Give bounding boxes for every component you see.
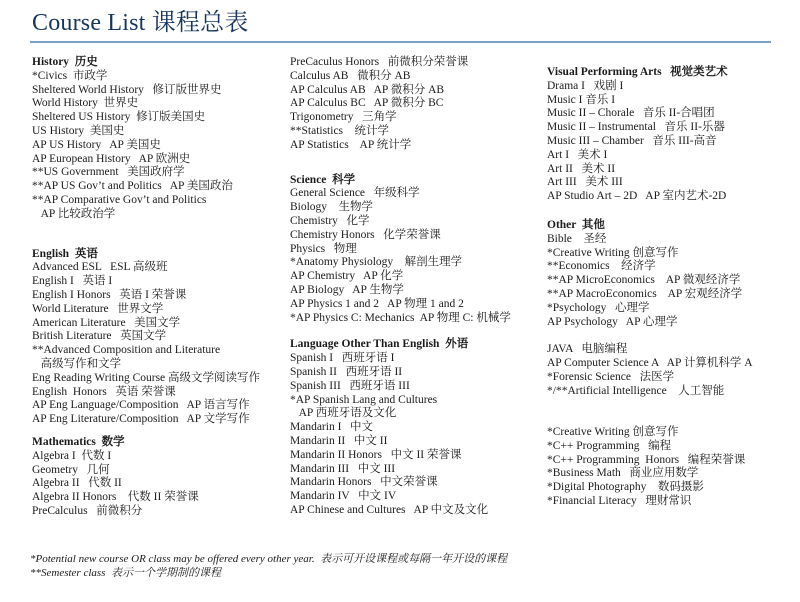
page-title: Course List 课程总表 bbox=[32, 10, 249, 36]
course-item: AP Statistics AP 统计学 bbox=[290, 138, 412, 151]
course-item: Eng Reading Writing Course 高级文学阅读写作 bbox=[32, 371, 261, 384]
course-item: Music II – Chorale 音乐 II-合唱团 bbox=[547, 107, 715, 120]
course-item: Art I 美术 I bbox=[547, 148, 608, 161]
course-item: Chemistry Honors 化学荣誉课 bbox=[290, 228, 441, 241]
course-item: Art III 美术 III bbox=[547, 176, 623, 189]
course-item: */**Artificial Intelligence 人工智能 bbox=[547, 384, 725, 397]
course-section bbox=[290, 56, 545, 153]
blank-line bbox=[547, 412, 777, 426]
course-item: English Honors 英语 荣誉课 bbox=[32, 385, 176, 398]
column-1 bbox=[32, 56, 288, 519]
course-item: JAVA 电脑编程 bbox=[547, 343, 628, 356]
course-item: PreCaculus Honors 前微积分荣誉课 bbox=[290, 56, 469, 68]
course-section bbox=[547, 219, 777, 509]
course-item: **AP US Gov’t and Politics AP 美国政治 bbox=[32, 180, 233, 193]
course-item: AP Eng Literature/Composition AP 文学写作 bbox=[32, 413, 250, 426]
section-heading: Other 其他 bbox=[547, 218, 605, 231]
course-item: AP 西班牙语及文化 bbox=[290, 407, 397, 420]
course-item: Physics 物理 bbox=[290, 242, 357, 255]
footnote-potential-course: *Potential new course OR class may be offered every other year. 表示可开设课程或每隔一年开设的课程 bbox=[30, 553, 508, 565]
course-item: AP Chinese and Cultures AP 中文及文化 bbox=[290, 503, 489, 516]
course-item: Drama I 戏剧 I bbox=[547, 79, 624, 92]
course-item: Chemistry 化学 bbox=[290, 214, 370, 227]
course-item: Spanish I 西班牙语 I bbox=[290, 352, 395, 365]
course-item: Calculus AB 微积分 AB bbox=[290, 69, 411, 82]
course-item: AP Studio Art – 2D AP 室内艺术-2D bbox=[547, 190, 727, 203]
course-item: **Statistics 统计学 bbox=[290, 124, 390, 137]
course-item: *C++ Programming Honors 编程荣誉课 bbox=[547, 453, 746, 466]
course-item: Mandarin IV 中文 IV bbox=[290, 490, 397, 503]
course-item: AP Psychology AP 心理学 bbox=[547, 315, 678, 328]
title-underline-rule bbox=[30, 41, 771, 43]
course-item: *C++ Programming 编程 bbox=[547, 439, 672, 452]
course-item: **AP Comparative Gov’t and Politics bbox=[32, 193, 207, 206]
course-item: AP European History AP 欧洲史 bbox=[32, 152, 191, 165]
course-item: Algebra II Honors 代数 II 荣誉课 bbox=[32, 491, 199, 504]
course-item: World Literature 世界文学 bbox=[32, 302, 164, 315]
course-section bbox=[32, 248, 288, 427]
course-item: PreCalculus 前微积分 bbox=[32, 504, 143, 517]
course-item: General Science 年级科学 bbox=[290, 187, 420, 200]
course-item: Mandarin II Honors 中文 II 荣誉课 bbox=[290, 448, 462, 461]
blank-line bbox=[547, 329, 777, 343]
course-item: Algebra I 代数 I bbox=[32, 449, 112, 462]
course-item: World History 世界史 bbox=[32, 97, 139, 110]
course-item: *Forensic Science 法医学 bbox=[547, 370, 675, 383]
course-item: *AP Physics C: Mechanics AP 物理 C: 机械学 bbox=[290, 311, 511, 324]
section-heading: Science 科学 bbox=[290, 173, 356, 186]
course-section bbox=[547, 66, 777, 204]
course-item: Advanced ESL ESL 高级班 bbox=[32, 261, 168, 274]
section-heading: Mathematics 数学 bbox=[32, 435, 125, 448]
course-item: Mandarin II 中文 II bbox=[290, 434, 388, 447]
course-item: Music I 音乐 I bbox=[547, 93, 616, 106]
course-item: English I 英语 I bbox=[32, 275, 113, 288]
course-item: *Digital Photography 数码摄影 bbox=[547, 481, 704, 494]
course-item: American Literature 美国文学 bbox=[32, 316, 181, 329]
course-item: British Literature 英国文学 bbox=[32, 330, 167, 343]
section-heading: Language Other Than English 外语 bbox=[290, 338, 469, 351]
course-item: AP Computer Science A AP 计算机科学 A bbox=[547, 356, 753, 369]
section-heading: English 英语 bbox=[32, 247, 98, 260]
course-item: *Anatomy Physiology 解剖生理学 bbox=[290, 256, 463, 269]
course-item: Mandarin Honors 中文荣誉课 bbox=[290, 476, 438, 489]
course-item: AP Eng Language/Composition AP 语言写作 bbox=[32, 399, 250, 412]
course-section bbox=[32, 436, 288, 519]
course-item: *Financial Literacy 理财常识 bbox=[547, 494, 692, 507]
column-2 bbox=[290, 56, 545, 518]
course-item: Biology 生物学 bbox=[290, 201, 374, 214]
course-section bbox=[290, 174, 545, 326]
course-item: Algebra II 代数 II bbox=[32, 477, 122, 490]
footnotes bbox=[30, 553, 770, 580]
course-item: **US Government 美国政府学 bbox=[32, 166, 185, 179]
course-item: AP Physics 1 and 2 AP 物理 1 and 2 bbox=[290, 297, 464, 310]
section-heading: History 历史 bbox=[32, 56, 98, 68]
course-item: AP 比较政治学 bbox=[32, 207, 116, 220]
course-item: Music II – Instrumental 音乐 II-乐器 bbox=[547, 121, 725, 134]
course-item: AP Calculus BC AP 微积分 BC bbox=[290, 97, 444, 110]
course-item: *Psychology 心理学 bbox=[547, 301, 650, 314]
course-item: Spanish II 西班牙语 II bbox=[290, 365, 403, 378]
page-header bbox=[30, 8, 771, 43]
course-item: 高级写作和文学 bbox=[32, 357, 122, 370]
course-item: **Advanced Composition and Literature bbox=[32, 344, 221, 357]
course-item: Mandarin III 中文 III bbox=[290, 462, 396, 475]
blank-line bbox=[547, 398, 777, 412]
course-item: *Creative Writing 创意写作 bbox=[547, 246, 679, 259]
course-item: *Business Math 商业应用数学 bbox=[547, 467, 699, 480]
course-item: English I Honors 英语 I 荣誉课 bbox=[32, 288, 187, 301]
course-item: *Creative Writing 创意写作 bbox=[547, 425, 679, 438]
course-item: AP Biology AP 生物学 bbox=[290, 283, 404, 296]
course-item: US History 美国史 bbox=[32, 124, 125, 137]
course-item: Bible 圣经 bbox=[547, 232, 607, 245]
course-item: Music III – Chamber 音乐 III-高音 bbox=[547, 134, 717, 147]
column-3 bbox=[547, 56, 777, 509]
course-item: Art II 美术 II bbox=[547, 162, 616, 175]
course-section bbox=[32, 56, 288, 222]
course-section bbox=[290, 338, 545, 517]
course-item: Trigonometry 三角学 bbox=[290, 111, 397, 124]
course-item: Geometry 几何 bbox=[32, 463, 110, 476]
course-item: Sheltered US History 修订版美国史 bbox=[32, 111, 206, 124]
course-item: **Economics 经济学 bbox=[547, 260, 656, 273]
course-item: *AP Spanish Lang and Cultures bbox=[290, 393, 438, 406]
section-heading: Visual Performing Arts 视觉类艺术 bbox=[547, 66, 728, 78]
course-item: Mandarin I 中文 bbox=[290, 421, 374, 434]
footnote-semester-class: **Semester class 表示一个学期制的课程 bbox=[30, 566, 221, 579]
course-item: *Civics 市政学 bbox=[32, 69, 108, 82]
course-item: AP Calculus AB AP 微积分 AB bbox=[290, 83, 445, 96]
course-item: Spanish III 西班牙语 III bbox=[290, 379, 410, 392]
course-item: AP US History AP 美国史 bbox=[32, 138, 161, 151]
course-item: **AP MacroEconomics AP 宏观经济学 bbox=[547, 287, 743, 300]
course-item: Sheltered World History 修订版世界史 bbox=[32, 83, 222, 96]
course-item: **AP MicroEconomics AP 微观经济学 bbox=[547, 274, 741, 287]
course-item: AP Chemistry AP 化学 bbox=[290, 270, 404, 283]
